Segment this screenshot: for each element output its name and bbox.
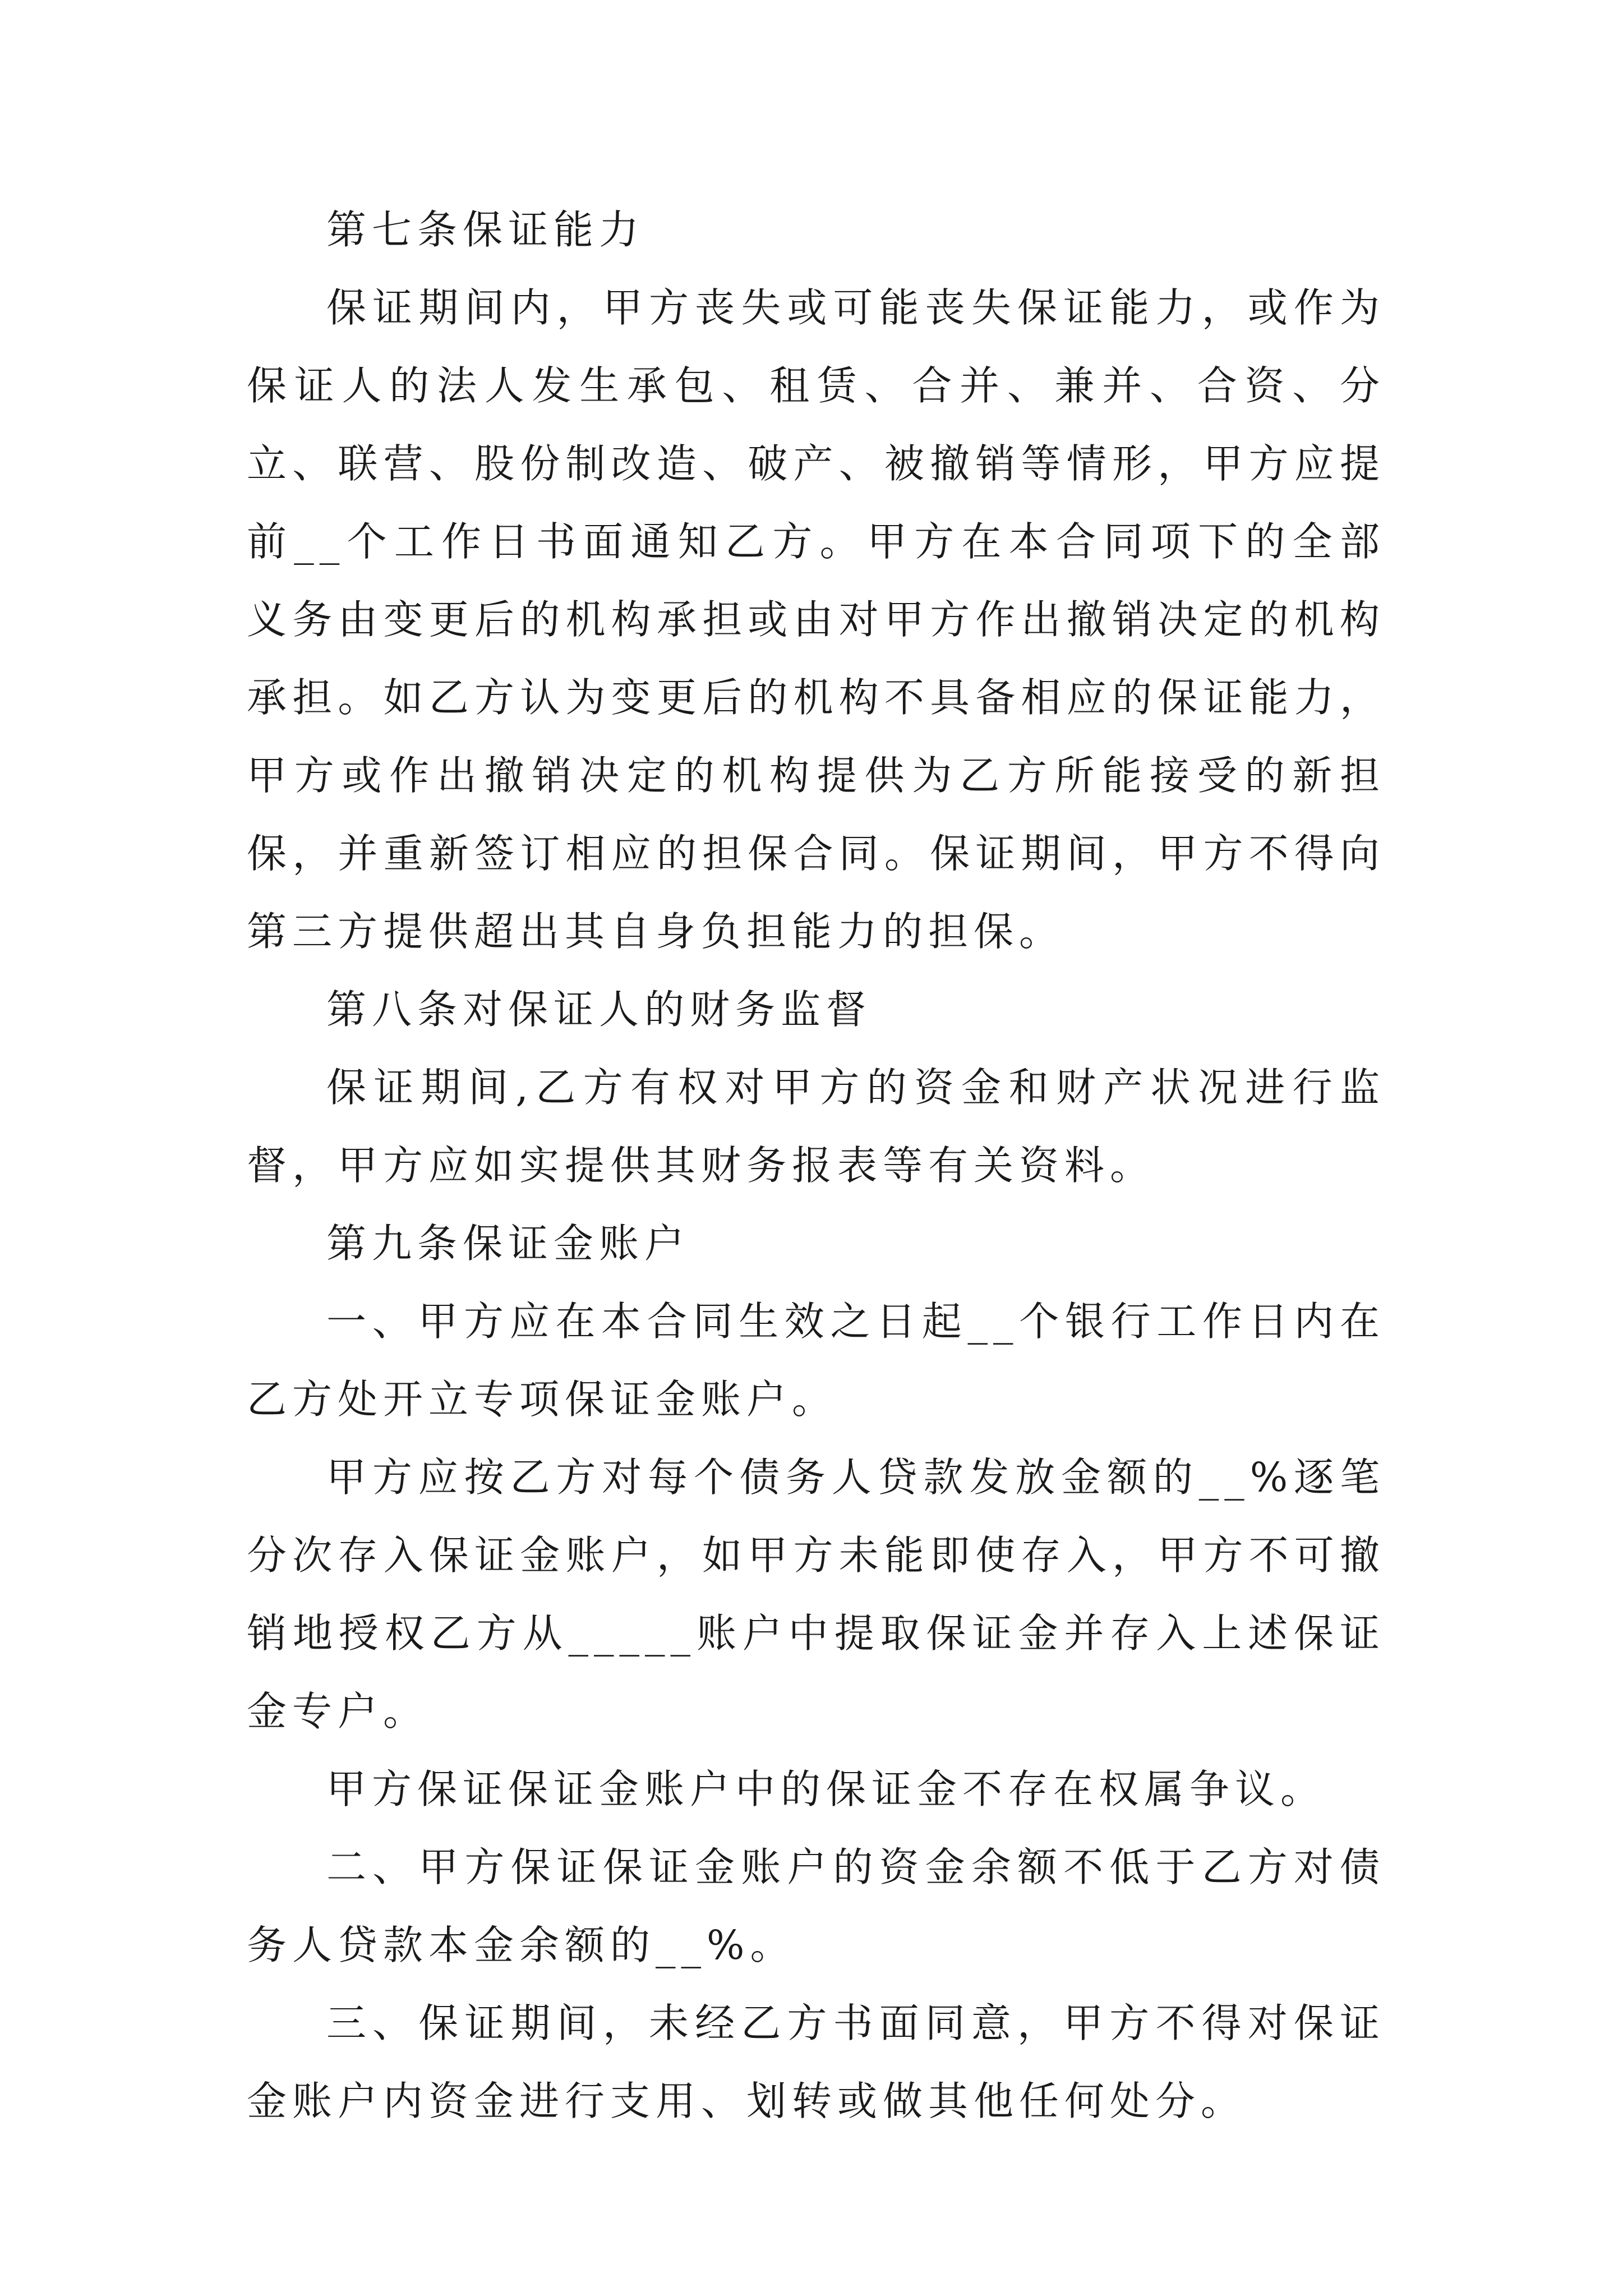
paragraph-clause-1-open-account: 一、甲方应在本合同生效之日起__个银行工作日内在乙方处开立专项保证金账户。: [247, 1298, 1385, 1423]
heading-article-7: 第七条保证能力: [326, 206, 645, 253]
document-body: [247, 191, 1385, 2140]
heading-article-9: 第九条保证金账户: [326, 1220, 690, 1267]
paragraph-clause-2-balance: 二、甲方保证保证金账户的资金余额不低于乙方对债务人贷款本金余额的__%。: [247, 1844, 1385, 1968]
paragraph-deposit-ratio: 甲方应按乙方对每个债务人贷款发放金额的__%逐笔分次存入保证金账户，如甲方未能即使存入，甲方不可撤销地授权乙方从_____账户中提取保证金并存入上述保证金专户。: [247, 1454, 1385, 1734]
paragraph-financial-supervision: 保证期间,乙方有权对甲方的资金和财产状况进行监督，甲方应如实提供其财务报表等有关资料。: [247, 1064, 1385, 1189]
paragraph-guarantee-capacity: 保证期间内，甲方丧失或可能丧失保证能力，或作为保证人的法人发生承包、租赁、合并、兼并、合资、分立、联营、股份制改造、破产、被撤销等情形，甲方应提前__个工作日书面通知乙方。甲方在本合同项下的全部义务由变更后的机构承担或由对甲方作出撤销决定的机构承担。如乙方认为变更后的机构不具备相应的保证能力，甲方或作出撤销决定的机构提供为乙方所能接受的新担保，并重新签订相应的担保合同。保证期间，甲方不得向第三方提供超出其自身负担能力的担保。: [247, 284, 1385, 955]
paragraph-clause-3-no-disposal: 三、保证期间，未经乙方书面同意，甲方不得对保证金账户内资金进行支用、划转或做其他任何处分。: [247, 2000, 1385, 2124]
heading-article-8: 第八条对保证人的财务监督: [326, 986, 872, 1033]
paragraph-no-ownership-dispute: 甲方保证保证金账户中的保证金不存在权属争议。: [326, 1766, 1326, 1812]
